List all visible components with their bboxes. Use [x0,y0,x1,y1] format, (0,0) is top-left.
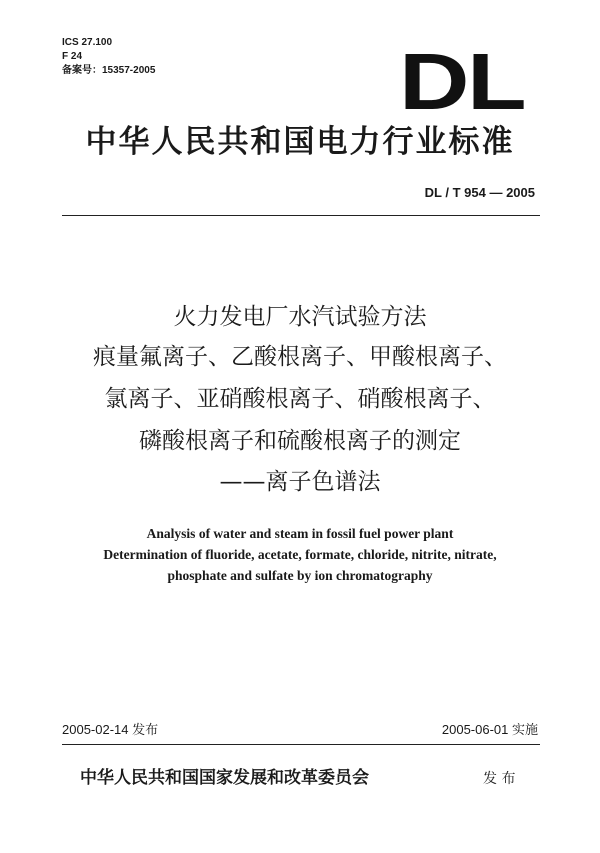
implement-date: 2005-06-01 实施 [441,722,538,737]
standard-number: DL / T 954 — 2005 [424,185,535,200]
title-cn-line-4: 磷酸根离子和硫酸根离子的测定 [139,428,461,454]
publish-date: 2005-02-14 发布 [62,722,159,737]
title-cn-line-5: ——离子色谱法 [219,469,381,495]
title-cn-line-2: 痕量氟离子、乙酸根离子、甲酸根离子、 [93,344,507,370]
standard-title: 中华人民共和国电力行业标准 [85,124,515,160]
record-number: 备案号：15357-2005 [62,65,156,76]
issuer-suffix: 发 布 [483,771,516,787]
title-en-line-3: phosphate and sulfate by ion chromatography [167,568,433,583]
category-code: F 24 [62,51,83,62]
dl-logo: DL [399,37,525,126]
issuer-name: 中华人民共和国国家发展和改革委员会 [80,768,369,788]
top-divider [62,215,540,216]
title-cn-line-1: 火力发电厂水汽试验方法 [173,304,427,330]
title-en-line-1: Analysis of water and steam in fossil fuel power plant [146,526,454,541]
title-cn-line-3: 氯离子、亚硝酸根离子、硝酸根离子、 [104,386,496,412]
ics-code: ICS 27.100 [62,37,113,48]
bottom-divider [62,744,540,745]
title-en-line-2: Determination of fluoride, acetate, formate, chloride, nitrite, nitrate, [103,547,497,562]
